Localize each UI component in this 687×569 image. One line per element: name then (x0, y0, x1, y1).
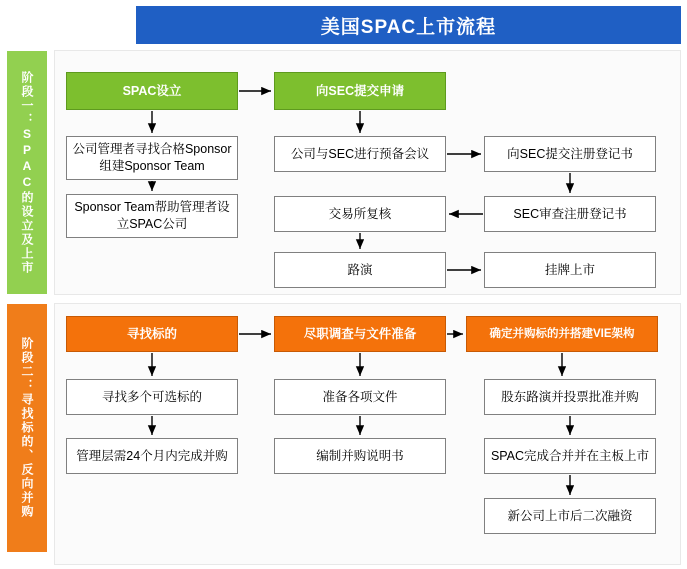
node-submit-registration[interactable]: 向SEC提交注册登记书 (484, 136, 656, 172)
node-24-month-deadline[interactable]: 管理层需24个月内完成并购 (66, 438, 238, 474)
node-confirm-target-vie[interactable]: 确定并购标的并搭建VIE架构 (466, 316, 658, 352)
node-exchange-review[interactable]: 交易所复核 (274, 196, 446, 232)
node-submit-to-sec[interactable]: 向SEC提交申请 (274, 72, 446, 110)
node-shareholder-vote[interactable]: 股东路演并投票批准并购 (484, 379, 656, 415)
node-sec-review-registration[interactable]: SEC审查注册登记书 (484, 196, 656, 232)
node-roadshow[interactable]: 路演 (274, 252, 446, 288)
node-find-sponsor[interactable]: 公司管理者寻找合格Sponsor组建Sponsor Team (66, 136, 238, 180)
node-spac-merge-listing[interactable]: SPAC完成合并并在主板上市 (484, 438, 656, 474)
phase-2-label-bar (6, 303, 48, 553)
node-sec-premeeting[interactable]: 公司与SEC进行预备会议 (274, 136, 446, 172)
phase-1-label-bar (6, 50, 48, 295)
node-find-target[interactable]: 寻找标的 (66, 316, 238, 352)
node-find-multiple-targets[interactable]: 寻找多个可选标的 (66, 379, 238, 415)
phase-1-label: 阶段一：SPAC的设立及上市 (20, 70, 34, 275)
phase-2-label: 阶段二：寻找标的、反向并购 (20, 337, 34, 519)
chart-title: 美国SPAC上市流程 (320, 16, 497, 38)
node-prepare-documents[interactable]: 准备各项文件 (274, 379, 446, 415)
node-listing[interactable]: 挂牌上市 (484, 252, 656, 288)
chart-title-bar (136, 6, 681, 44)
node-spac-establish[interactable]: SPAC设立 (66, 72, 238, 110)
node-secondary-financing[interactable]: 新公司上市后二次融资 (484, 498, 656, 534)
node-due-diligence[interactable]: 尽职调查与文件准备 (274, 316, 446, 352)
node-sponsor-team-setup[interactable]: Sponsor Team帮助管理者设立SPAC公司 (66, 194, 238, 238)
node-merger-prospectus[interactable]: 编制并购说明书 (274, 438, 446, 474)
